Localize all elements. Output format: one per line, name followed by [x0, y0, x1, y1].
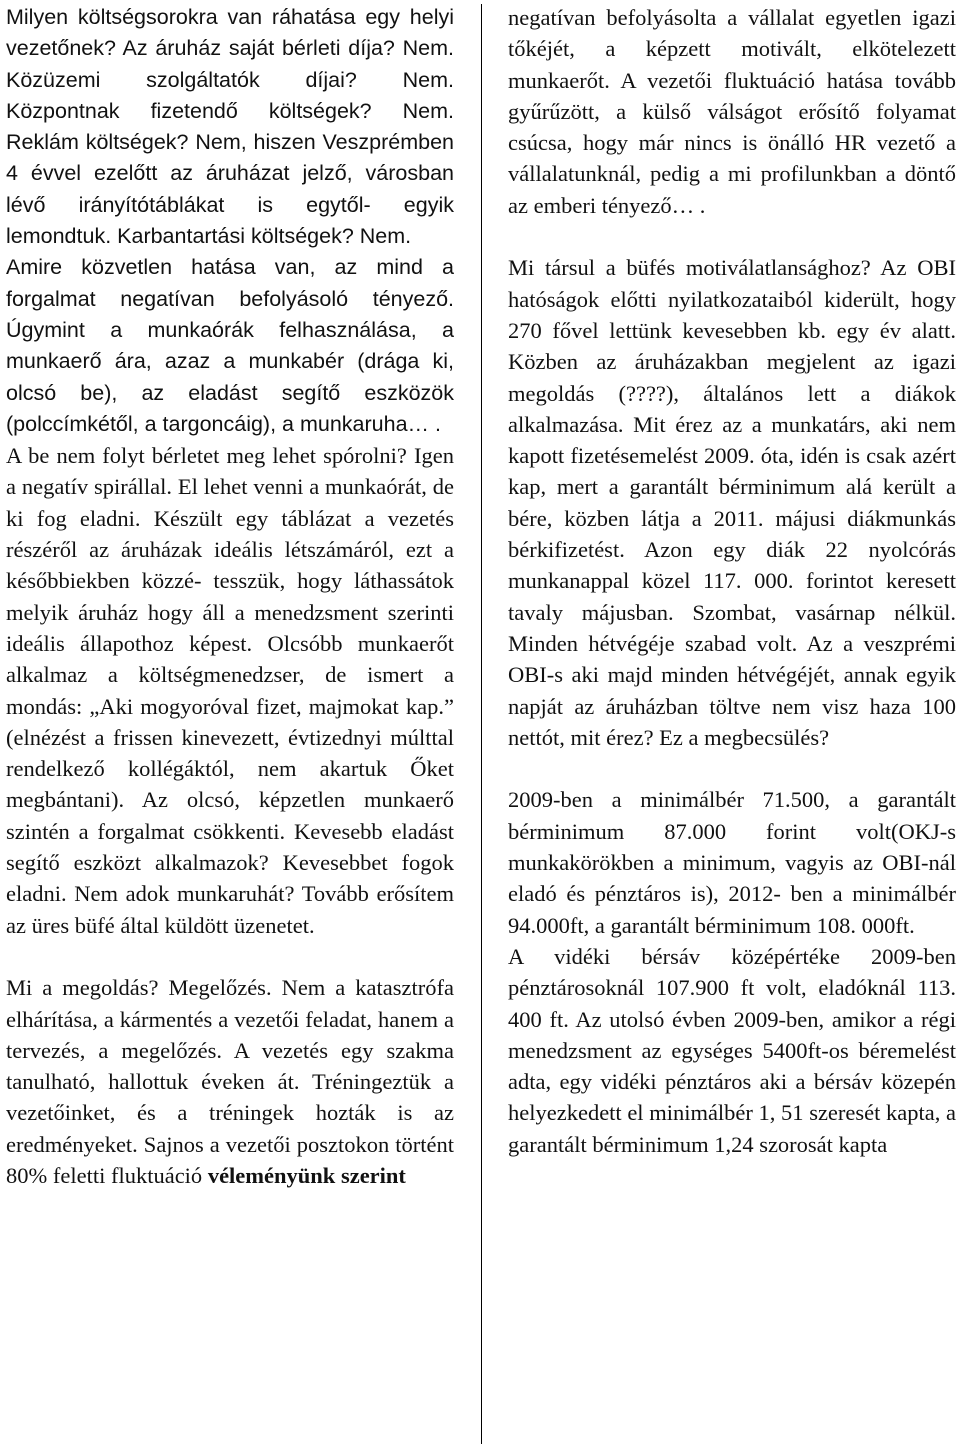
paragraph-gap	[508, 221, 956, 252]
paragraph-negative-spiral: A be nem folyt bérletet meg lehet spórolni? Igen a negatív spirállal. El lehet venni a munkaórát, de ki fog eladni. Készült egy táblázat a vezetés részéről az áruházak ideális létszámáról, ezt a későbbiekben közzé- tesszük, hogy láthassátok melyik áruház hogy áll a menedzsment szerinti ideális állapothoz képest. Olcsóbb munkaerőt alkalmaz a költségmenedzser, de ismert a mondás: „Aki mogyoróval fizet, majmokat kap.” (elnézést a frissen kinevezett, évtizednyi múlttal rendelkező kollégáktól, nem akartuk Őket megbántani). Az olcsó, képzetlen munkaerő szintén a forgalmat csökkenti. Kevesebb eladást segítő eszközt alkalmazok? Kevesebbet fogok eladni. Nem adok munkaruhát? Tovább erősítem az üres büfé által küldött üzenetet.	[6, 443, 454, 938]
paragraph-wage-band: A vidéki bérsáv középértéke 2009-ben pénztárosoknál 107.900 ft volt, eladóknál 113. 400 ft. Az utolsó évben 2009-ben, amikor a régi menedzsment az egységes 5400ft-os béremelést adta, egy vidéki pénztáros aki a bérsáv közepén helyezkedett el minimálbér 1, 51 szeresét kapta, a garantált bérminimum 1,24 szorosát kapta	[508, 943, 956, 1157]
paragraph-direct-impact: Amire közvetlen hatása van, az mind a forgalmat negatívan befolyásoló tényező. Úgymint a munkaórák felhasználása, a munkaerő ára, azaz a munkabér (drága ki, olcsó be), az eladást segítő eszközök (polccímkétől, a targoncáig), a munkaruha… .	[6, 255, 454, 436]
paragraph-fluctuation: negatívan befolyásolta a vállalat egyetlen igazi tőkéjét, a képzett motivált, elkötelezett munkaerőt. A vezetői fluktuáció hatása tovább gyűrűzött, a külső válságot erősítő folyamat csúcsa, hogy már nincs is önálló HR vezető a vállalatunknál, pedig a mi profilunkban a döntő az emberi tényező… .	[508, 5, 956, 218]
right-column	[508, 2, 956, 1160]
column-divider	[481, 4, 482, 1444]
solution-text: Mi a megoldás? Megelőzés. Nem a katasztrófa elhárítása, a kármentés a vezetői feladat, hanem a tervezés, a megelőzés. A vezetés egy szakma tanulható, hallottuk éveken át. Tréningeztük a vezetőinket, és a tréningek hozták is az eredményeket. Sajnos a vezetői posztokon történt 80% feletti fluktuáció	[6, 975, 454, 1188]
paragraph-gap	[508, 753, 956, 784]
paragraph-minimum-wage: 2009-ben a minimálbér 71.500, a garantált bérminimum 87.000 forint volt(OKJ-s munkakörökben a minimum, vagyis az OBI-nál eladó és pénztáros is), 2012- ben a minimálbér 94.000ft, a garantált bérminimum 108. 000ft.	[508, 787, 956, 938]
paragraph-cost-lines: Milyen költségsorokra van ráhatása egy helyi vezetőnek? Az áruház saját bérleti díja? Nem. Közüzemi szolgáltatók díjai? Nem. Központnak fizetendő költségek? Nem. Reklám költségek? Nem, hiszen Veszprémben 4 évvel ezelőtt az áruházat jelző, városban lévő irányítótáblákat is egytől- egyik lemondtuk. Karbantartási költségek? Nem.	[6, 5, 454, 249]
paragraph-students: Mi társul a büfés motiválatlansághoz? Az OBI hatóságok előtti nyilatkozataiból kiderült, hogy 270 fővel lettünk kevesebben kb. egy év alatt. Közben az áruházakban megjelent az igazi megoldás (????), általános lett a diákok alkalmazása. Mit érez az a munkatárs, aki nem kapott fizetésemelést 2009. óta, idén is csak azért kap, mert a garantált bérminimum alá került a bére, közben látja a 2011. májusi diákmunkás bérkifizetést. Azon egy diák 22 nyolcórás munkanappal közel 117. 000. forintot keresett tavaly májusban. Szombat, vasárnap nélkül. Minden hétvégéje szabad volt. Az a veszprémi OBI-s aki majd minden hétvégéjét, annak egyik napját az áruházban töltve nem visz haza 100 nettót, mit érez? Ez a megbecsülés?	[508, 255, 956, 750]
paragraph-gap	[6, 941, 454, 972]
paragraph-solution	[6, 972, 454, 1191]
left-column	[6, 2, 454, 1191]
solution-bold-text: véleményünk szerint	[207, 1162, 406, 1188]
